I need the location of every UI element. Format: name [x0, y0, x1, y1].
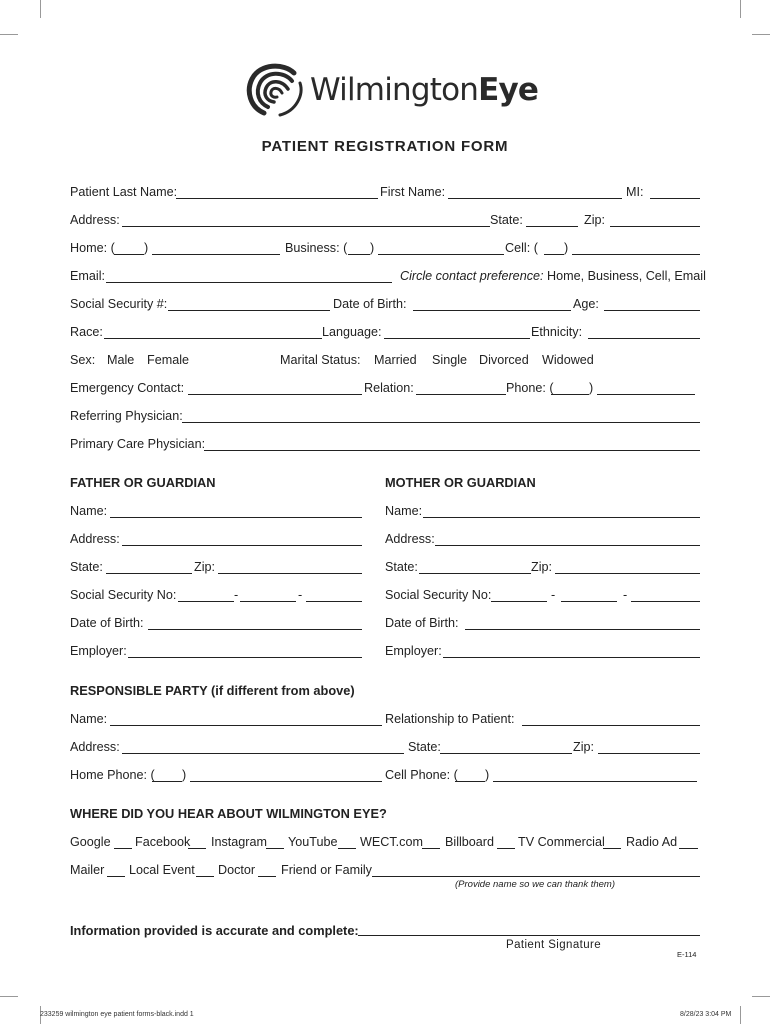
- row-sex-marital: [70, 352, 700, 370]
- row-referring-physician: [70, 408, 700, 426]
- home-phone-field[interactable]: [152, 254, 280, 255]
- row-ssn-dob: [70, 296, 700, 314]
- father-dob-field[interactable]: [148, 629, 362, 630]
- responsible-home-area-field[interactable]: [152, 781, 182, 782]
- mother-state-row: [385, 559, 700, 577]
- father-zip-label: Zip:: [194, 560, 215, 574]
- zip-field[interactable]: [610, 226, 700, 227]
- form-title: PATIENT REGISTRATION FORM: [261, 138, 509, 155]
- father-address-row: [70, 531, 362, 549]
- marital-option-divorced[interactable]: Divorced: [479, 353, 529, 367]
- referral-heading: WHERE DID YOU HEAR ABOUT WILMINGTON EYE?: [70, 806, 387, 821]
- ssn-field[interactable]: [168, 310, 330, 311]
- responsible-state-label: State:: [408, 740, 441, 754]
- mother-state-label: State:: [385, 560, 418, 574]
- responsible-zip-label: Zip:: [573, 740, 594, 754]
- marital-option-widowed[interactable]: Widowed: [542, 353, 594, 367]
- referral-doctor-field[interactable]: [258, 876, 276, 877]
- referral-wect-field[interactable]: [422, 848, 440, 849]
- responsible-name-label: Name:: [70, 712, 108, 726]
- mother-address-label: Address:: [385, 532, 435, 546]
- home-phone-label: Home: (: [70, 241, 115, 255]
- father-ssn-row: [70, 587, 362, 605]
- responsible-address-row: [70, 739, 700, 757]
- responsible-home-phone-label: Home Phone: (: [70, 768, 155, 782]
- paren: ): [370, 241, 375, 255]
- dob-field[interactable]: [413, 310, 571, 311]
- mother-name-label: Name:: [385, 504, 423, 518]
- mi-label: MI:: [626, 185, 644, 199]
- address-field[interactable]: [122, 226, 490, 227]
- father-employer-row: [70, 643, 362, 661]
- emergency-phone-label: Phone: (: [506, 381, 554, 395]
- mother-ssn-field-1[interactable]: [491, 601, 547, 602]
- paren: ): [589, 381, 594, 395]
- mother-name-row: [385, 503, 700, 521]
- referral-friend-label: Friend or Family: [281, 863, 372, 877]
- paren: ): [144, 241, 149, 255]
- first-name-field[interactable]: [448, 198, 622, 199]
- referral-facebook-label: Facebook: [135, 835, 191, 849]
- mi-field[interactable]: [650, 198, 700, 199]
- referral-youtube-label: YouTube: [288, 835, 338, 849]
- ethnicity-label: Ethnicity:: [531, 325, 583, 339]
- state-field[interactable]: [526, 226, 578, 227]
- marital-status-label: Marital Status:: [280, 353, 361, 367]
- mother-ssn-label: Social Security No:: [385, 588, 492, 602]
- mother-dob-row: [385, 615, 700, 633]
- dash: -: [298, 588, 303, 602]
- row-email: [70, 268, 706, 286]
- race-field[interactable]: [104, 338, 322, 339]
- referral-friend-field[interactable]: [372, 876, 700, 877]
- business-phone-field[interactable]: [378, 254, 504, 255]
- age-label: Age:: [573, 297, 599, 311]
- mother-employer-field[interactable]: [443, 657, 700, 658]
- marital-option-single[interactable]: Single: [432, 353, 468, 367]
- referral-options-row-1: [70, 834, 700, 852]
- logo: [244, 60, 538, 120]
- responsible-home-phone-field[interactable]: [190, 781, 382, 782]
- mother-guardian-heading: MOTHER OR GUARDIAN: [385, 475, 536, 490]
- mother-address-row: [385, 531, 700, 549]
- mother-ssn-field-3[interactable]: [631, 601, 700, 602]
- father-zip-field[interactable]: [218, 573, 362, 574]
- responsible-state-field[interactable]: [440, 753, 572, 754]
- referral-local-event-label: Local Event: [129, 863, 195, 877]
- crop-mark: [0, 996, 18, 997]
- crop-mark: [752, 996, 770, 997]
- cell-area-code-field[interactable]: [544, 254, 564, 255]
- referral-options-row-2: [70, 862, 700, 880]
- relation-field[interactable]: [416, 394, 506, 395]
- relationship-field[interactable]: [522, 725, 700, 726]
- crop-mark: [0, 34, 18, 35]
- race-label: Race:: [70, 325, 103, 339]
- primary-physician-field[interactable]: [204, 450, 700, 451]
- referral-wect-label: WECT.com: [360, 835, 423, 849]
- referral-local-event-field[interactable]: [196, 876, 214, 877]
- referral-tv-label: TV Commercial: [518, 835, 605, 849]
- zip-label: Zip:: [584, 213, 605, 227]
- emergency-contact-field[interactable]: [188, 394, 362, 395]
- language-label: Language:: [322, 325, 382, 339]
- referring-physician-label: Referring Physician:: [70, 409, 183, 423]
- ssn-label: Social Security #:: [70, 297, 168, 311]
- cell-phone-label: Cell: (: [505, 241, 538, 255]
- responsible-name-field[interactable]: [110, 725, 382, 726]
- email-label: Email:: [70, 269, 105, 283]
- first-name-label: First Name:: [380, 185, 446, 199]
- paren: ): [182, 768, 187, 782]
- cell-phone-field[interactable]: [572, 254, 700, 255]
- language-field[interactable]: [384, 338, 530, 339]
- emergency-contact-label: Emergency Contact:: [70, 381, 185, 395]
- signature-statement: Information provided is accurate and complete:: [70, 923, 359, 938]
- form-code: E-114: [677, 950, 697, 959]
- father-ssn-field-1[interactable]: [178, 601, 234, 602]
- responsible-name-row: [70, 711, 700, 729]
- responsible-address-field[interactable]: [122, 753, 404, 754]
- sex-label: Sex:: [70, 353, 96, 367]
- mother-ssn-row: [385, 587, 700, 605]
- referring-physician-field[interactable]: [182, 422, 700, 423]
- address-label: Address:: [70, 213, 120, 227]
- referral-youtube-field[interactable]: [338, 848, 356, 849]
- father-dob-row: [70, 615, 362, 633]
- dash: -: [623, 588, 628, 602]
- responsible-cell-phone-field[interactable]: [493, 781, 697, 782]
- referral-google-field[interactable]: [114, 848, 132, 849]
- home-area-code-field[interactable]: [114, 254, 144, 255]
- last-name-label: Patient Last Name:: [70, 185, 178, 199]
- referral-billboard-field[interactable]: [497, 848, 515, 849]
- responsible-party-heading: RESPONSIBLE PARTY (if different from above): [70, 683, 355, 698]
- row-patient-phones: [70, 240, 700, 258]
- father-ssn-field-2[interactable]: [240, 601, 296, 602]
- emergency-area-code-field[interactable]: [551, 394, 589, 395]
- referral-facebook-field[interactable]: [188, 848, 206, 849]
- relationship-label: Relationship to Patient:: [385, 712, 515, 726]
- relation-label: Relation:: [364, 381, 414, 395]
- sex-option-male[interactable]: Male: [107, 353, 135, 367]
- swirl-logo-icon: [244, 61, 306, 119]
- footer-date: 8/28/23 3:04 PM: [680, 1011, 732, 1018]
- referral-instagram-field[interactable]: [266, 848, 284, 849]
- father-ssn-field-3[interactable]: [306, 601, 362, 602]
- referral-tv-field[interactable]: [603, 848, 621, 849]
- referral-mailer-label: Mailer: [70, 863, 105, 877]
- referral-radio-label: Radio Ad: [626, 835, 678, 849]
- mother-dob-label: Date of Birth:: [385, 616, 459, 630]
- crop-mark: [40, 0, 41, 18]
- responsible-zip-field[interactable]: [598, 753, 700, 754]
- row-patient-address: [70, 212, 700, 230]
- dash: -: [234, 588, 239, 602]
- father-dob-label: Date of Birth:: [70, 616, 144, 630]
- dash: -: [551, 588, 556, 602]
- father-ssn-label: Social Security No:: [70, 588, 177, 602]
- ethnicity-field[interactable]: [588, 338, 700, 339]
- referral-note: (Provide name so we can thank them): [455, 879, 615, 890]
- responsible-address-label: Address:: [70, 740, 120, 754]
- state-label: State:: [490, 213, 523, 227]
- crop-mark: [740, 0, 741, 18]
- last-name-field[interactable]: [176, 198, 378, 199]
- row-patient-name: [70, 184, 700, 202]
- email-field[interactable]: [106, 282, 392, 283]
- signature-caption: Patient Signature: [506, 939, 602, 951]
- father-address-field[interactable]: [122, 545, 362, 546]
- crop-mark: [740, 1006, 741, 1024]
- responsible-phone-row: [70, 767, 700, 785]
- father-address-label: Address:: [70, 532, 120, 546]
- responsible-cell-phone-label: Cell Phone: (: [385, 768, 458, 782]
- crop-mark: [752, 34, 770, 35]
- mother-name-field[interactable]: [423, 517, 700, 518]
- emergency-phone-field[interactable]: [597, 394, 695, 395]
- father-guardian-heading: FATHER OR GUARDIAN: [70, 475, 216, 490]
- father-employer-field[interactable]: [128, 657, 362, 658]
- father-name-row: [70, 503, 362, 521]
- logo-wordmark: WilmingtonEye: [310, 72, 539, 108]
- row-emergency-contact: [70, 380, 700, 398]
- mother-dob-field[interactable]: [465, 629, 700, 630]
- paren: ): [564, 241, 569, 255]
- mother-employer-row: [385, 643, 700, 661]
- contact-preference-options[interactable]: Home, Business, Cell, Email: [547, 269, 706, 283]
- signature-field[interactable]: [358, 935, 700, 936]
- row-race-language: [70, 324, 700, 342]
- responsible-cell-area-field[interactable]: [455, 781, 485, 782]
- referral-radio-field[interactable]: [679, 848, 698, 849]
- mother-zip-label: Zip:: [531, 560, 552, 574]
- referral-doctor-label: Doctor: [218, 863, 256, 877]
- father-state-label: State:: [70, 560, 103, 574]
- sex-option-female[interactable]: Female: [147, 353, 189, 367]
- mother-ssn-field-2[interactable]: [561, 601, 617, 602]
- father-state-field[interactable]: [106, 573, 192, 574]
- referral-instagram-label: Instagram: [211, 835, 267, 849]
- row-primary-physician: [70, 436, 700, 454]
- referral-mailer-field[interactable]: [107, 876, 125, 877]
- father-employer-label: Employer:: [70, 644, 127, 658]
- father-name-field[interactable]: [110, 517, 362, 518]
- marital-option-married[interactable]: Married: [374, 353, 417, 367]
- business-area-code-field[interactable]: [348, 254, 370, 255]
- mother-state-field[interactable]: [419, 573, 531, 574]
- referral-billboard-label: Billboard: [445, 835, 495, 849]
- mother-zip-field[interactable]: [555, 573, 700, 574]
- age-field[interactable]: [604, 310, 700, 311]
- father-name-label: Name:: [70, 504, 108, 518]
- business-phone-label: Business: (: [285, 241, 348, 255]
- father-state-row: [70, 559, 362, 577]
- contact-preference-label: Circle contact preference:: [400, 269, 544, 283]
- dob-label: Date of Birth:: [333, 297, 407, 311]
- primary-physician-label: Primary Care Physician:: [70, 437, 206, 451]
- paren: ): [485, 768, 490, 782]
- mother-address-field[interactable]: [435, 545, 700, 546]
- referral-google-label: Google: [70, 835, 111, 849]
- footer-file-name: 233259 wilmington eye patient forms-black.indd 1: [40, 1011, 194, 1018]
- mother-employer-label: Employer:: [385, 644, 442, 658]
